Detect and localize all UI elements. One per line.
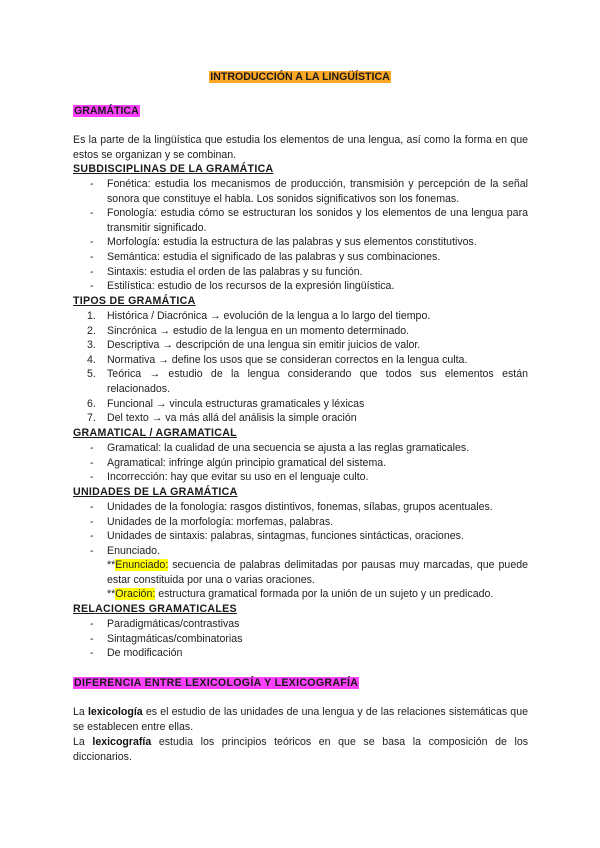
- gramatical-heading: GRAMATICAL / AGRAMATICAL: [73, 427, 237, 439]
- subdisciplinas-list: [73, 177, 528, 294]
- list-item: 1. Histórica / Diacrónica → evolución de la lengua a lo largo del tiempo.: [87, 310, 431, 322]
- list-item: - Unidades de la morfología: morfemas, palabras.: [73, 515, 528, 530]
- tipos-list: [73, 309, 528, 426]
- relaciones-heading: RELACIONES GRAMATICALES: [73, 603, 237, 615]
- list-item: - Paradigmáticas/contrastivas: [73, 617, 528, 632]
- list-item: - Fonología: estudia cómo se estructuran los sonidos y los elementos de una lengua para transmitir significado.: [73, 206, 528, 235]
- list-item: - Agramatical: infringe algún principio gramatical del sistema.: [73, 456, 528, 471]
- list-item: - Sintaxis: estudia el orden de las palabras y su función.: [73, 265, 528, 280]
- list-item: - Enunciado.: [73, 544, 528, 559]
- list-item: 3. Descriptiva → descripción de una lengua sin emitir juicios de valor.: [87, 339, 421, 352]
- enunciado-definition: **Enunciado: secuencia de palabras delimitadas por pausas muy marcadas, que puede estar constituida por una o varias oraciones. **Oración: estructura gramatical formada por la unión de un sujeto y un predicado.: [73, 558, 528, 602]
- subdisciplinas-heading: SUBDISCIPLINAS DE LA GRAMÁTICA: [73, 163, 274, 175]
- list-item: - Unidades de la fonología: rasgos distintivos, fonemas, sílabas, grupos acentuales.: [73, 500, 528, 515]
- unidades-heading: UNIDADES DE LA GRAMÁTICA: [73, 486, 238, 498]
- list-item: - Unidades de sintaxis: palabras, sintagmas, funciones sintácticas, oraciones.: [73, 529, 528, 544]
- diferencia-heading: [73, 676, 528, 691]
- gramatica-heading: [73, 104, 528, 119]
- list-item: - Incorrección: hay que evitar su uso en el lenguaje culto.: [73, 470, 528, 485]
- lexicografia-paragraph: La lexicografía estudia los principios teóricos en que se basa la composición de los diccionarios.: [73, 736, 529, 763]
- list-item: - Fonética: estudia los mecanismos de producción, transmisión y percepción de la señal sonora que constituye el habla. Los sonidos significativos son los fonemas.: [73, 177, 528, 206]
- list-item: - Semántica: estudia el significado de las palabras y sus combinaciones.: [73, 250, 528, 265]
- lexicografia-term: lexicografía: [92, 736, 152, 748]
- gramatica-heading-text: GRAMÁTICA: [74, 105, 139, 117]
- document-title: [0, 71, 600, 83]
- list-item: 5. Teórica → estudio de la lengua considerando que todos sus elementos están relacionados.: [87, 368, 528, 395]
- list-item: 7. Del texto → va más allá del análisis la simple oración: [87, 412, 357, 425]
- oracion-definition: **Oración: estructura gramatical formada por la unión de un sujeto y un predicado.: [107, 588, 494, 601]
- list-item: - Estilística: estudio de los recursos de la expresión lingüística.: [73, 279, 528, 294]
- lexicologia-paragraph: La lexicología es el estudio de las unidades de una lengua y de las relaciones sistemáticas que se establecen entre ellas.: [73, 706, 528, 733]
- list-item: 4. Normativa → define los usos que se consideran correctos en la lengua culta.: [87, 353, 468, 366]
- list-item: - Gramatical: la cualidad de una secuencia se ajusta a las reglas gramaticales.: [73, 441, 528, 456]
- enunciado-term: Enunciado:: [115, 559, 169, 571]
- diferencia-heading-text: DIFERENCIA ENTRE LEXICOLOGÍA Y LEXICOGRAFÍA: [74, 677, 359, 689]
- list-item: 6. Funcional → vincula estructuras gramaticales y léxicas: [87, 397, 365, 410]
- lexicologia-term: lexicología: [87, 706, 143, 718]
- tipos-heading: TIPOS DE GRAMÁTICA: [73, 295, 196, 307]
- relaciones-list: [73, 617, 528, 661]
- list-item: - Morfología: estudia la estructura de las palabras y sus elementos constitutivos.: [73, 235, 528, 250]
- oracion-term: Oración:: [115, 588, 156, 601]
- list-item: - Sintagmáticas/combinatorias: [73, 632, 528, 647]
- list-item: - De modificación: [73, 646, 528, 661]
- title-text: INTRODUCCIÓN A LA LINGÜÍSTICA: [210, 71, 390, 83]
- gramatical-list: [73, 441, 528, 485]
- gramatica-definition: Es la parte de la lingüística que estudia los elementos de una lengua, así como la forma en que estos se organizan y se combinan.: [73, 134, 528, 161]
- list-item: 2. Sincrónica → estudio de la lengua en un momento determinado.: [87, 324, 410, 337]
- unidades-list: [73, 500, 528, 558]
